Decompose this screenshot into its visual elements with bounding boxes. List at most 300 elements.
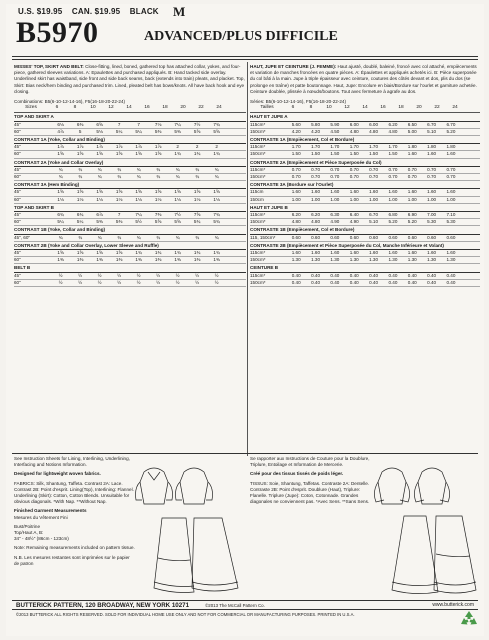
color-label: BLACK bbox=[129, 7, 159, 16]
yardage-value: ¾ bbox=[51, 166, 71, 173]
fabric-width: 115cm* bbox=[250, 272, 287, 279]
yardage-value: 1.30 bbox=[383, 257, 402, 264]
yardage-value: 1⅝ bbox=[90, 250, 110, 257]
yardage-value bbox=[461, 272, 480, 279]
section-label: CONTRASTE 3A (Bordure sur l'Ourlet) bbox=[250, 181, 480, 189]
difficulty-title: ADVANCED/PLUS DIFFICILE bbox=[144, 29, 338, 44]
yardage-value: 1⅜ bbox=[70, 257, 90, 264]
yardage-value: 1¾ bbox=[168, 151, 188, 158]
yardage-value: 1.60 bbox=[345, 189, 364, 196]
yardage-value: ¾ bbox=[90, 234, 110, 241]
finished-measurements-fr: Mesures du Vêtement Fini bbox=[14, 514, 68, 520]
yardage-value bbox=[226, 196, 246, 203]
yardage-value: 0.40 bbox=[383, 272, 402, 279]
fabric-width: 45" bbox=[14, 212, 51, 219]
fabric-width: 115, 150cm* bbox=[250, 234, 287, 241]
yardage-value: ¾ bbox=[109, 166, 129, 173]
yardage-value: 1.60 bbox=[403, 189, 422, 196]
fabric-width: 45" bbox=[14, 272, 51, 279]
yardage-section-header bbox=[14, 136, 246, 144]
yardage-row bbox=[250, 151, 480, 158]
instructions-note-fr: Se rapporter aux Instructions de Couture pour la Doublure, Triplure, Entoilage et Information de Mercerie. bbox=[250, 456, 370, 468]
yardage-value bbox=[461, 128, 480, 135]
yardage-value: 1⅛ bbox=[51, 196, 71, 203]
yardage-row bbox=[250, 257, 480, 264]
fabric-width: 60" bbox=[14, 279, 51, 286]
yardage-value: ¾ bbox=[51, 174, 71, 181]
yardage-value: 6.40 bbox=[345, 212, 364, 219]
size-header: 6 bbox=[291, 105, 295, 111]
fabric-width: 115cm bbox=[250, 189, 287, 196]
yardage-value: 0.70 bbox=[325, 174, 344, 181]
fabric-width: 150cm* bbox=[250, 174, 287, 181]
yardage-value: 0.70 bbox=[364, 174, 383, 181]
yardage-value: 1.50 bbox=[287, 151, 306, 158]
yardage-value: 5⅜ bbox=[90, 219, 110, 226]
yardage-value: 1.60 bbox=[403, 151, 422, 158]
yardage-value: ½ bbox=[70, 279, 90, 286]
yardage-value: 1.00 bbox=[441, 196, 460, 203]
yardage-value: 1¾ bbox=[187, 250, 207, 257]
yardage-value bbox=[226, 151, 246, 158]
yardage-value bbox=[226, 234, 246, 241]
yardage-value: 5.80 bbox=[306, 121, 325, 128]
yardage-value: 1.30 bbox=[441, 257, 460, 264]
size-header: 18 bbox=[162, 105, 168, 111]
yardage-section-header bbox=[14, 181, 246, 189]
yardage-value: 1.30 bbox=[422, 257, 441, 264]
section-label: TOP AND SKIRT A bbox=[14, 113, 246, 121]
yardage-row bbox=[14, 250, 246, 257]
yardage-value bbox=[226, 166, 246, 173]
yardage-section-header bbox=[250, 158, 480, 166]
yardage-value: 5.20 bbox=[403, 219, 422, 226]
yardage-value: 6⅜ bbox=[70, 121, 90, 128]
yardage-row bbox=[14, 234, 246, 241]
yardage-value: 1.70 bbox=[364, 144, 383, 151]
yardage-row bbox=[250, 234, 480, 241]
size-header: 6 bbox=[55, 105, 59, 111]
yardage-value: 6⅝ bbox=[90, 121, 110, 128]
description-title-fr: HAUT, JUPE ET CEINTURE (J. FEMME): bbox=[250, 64, 337, 69]
yardage-value: 6⅞ bbox=[90, 212, 110, 219]
yardage-value: 1⅜ bbox=[148, 257, 168, 264]
yardage-row bbox=[14, 144, 246, 151]
company-address: BUTTERICK PATTERN, 120 BROADWAY, NEW YORK 10271 bbox=[16, 601, 190, 609]
yardage-value bbox=[226, 272, 246, 279]
yardage-value: 1.80 bbox=[422, 144, 441, 151]
size-header: 24 bbox=[452, 105, 458, 111]
combinations-en: Combinations: B5(6-10-12-14-16), F5(16-18-20-22-24) bbox=[14, 99, 126, 105]
yardage-value: ½ bbox=[109, 272, 129, 279]
yardage-value: 1.60 bbox=[441, 189, 460, 196]
yardage-value: 1.60 bbox=[325, 189, 344, 196]
yardage-value: 5.10 bbox=[364, 219, 383, 226]
yardage-section-header bbox=[250, 264, 480, 272]
yardage-value: 0.40 bbox=[306, 279, 325, 286]
price-line bbox=[18, 7, 166, 16]
yardage-value: 1⅝ bbox=[90, 151, 110, 158]
yardage-row bbox=[250, 174, 480, 181]
yardage-section-header bbox=[14, 226, 246, 234]
yardage-value bbox=[226, 279, 246, 286]
yardage-value: 1.30 bbox=[287, 257, 306, 264]
yardage-value bbox=[461, 279, 480, 286]
yardage-value: 1⅜ bbox=[207, 257, 227, 264]
yardage-value: 7 bbox=[129, 121, 149, 128]
yardage-value: ¾ bbox=[129, 234, 149, 241]
fabric-width: 45" bbox=[14, 121, 51, 128]
description-body-en: Close-fitting, lined, boned, gathered top has attached collar, yokes, and four-piece, gathered sleeves variations. A: Epaulettes and purchased appliqués. B: Hand tacked side overlay. Underlined skirt has waistband, side front and side back seams, back (extends into train) pleats, and placket. Top, Skirt: Bias neck/hem binding and purchased trim. Lined, pleated belt has bows/knots. All have back hook and eye closing. bbox=[14, 64, 245, 94]
fabrics-en: FABRICS: Silk, Shantung, Taffeta. Contrast 2A: Lace. Contrast 2B: Point d'esprit. Lining(Top), Interlining: Flannel. Underlining (Skirt): Cotton, Cotton Blends. Unsuitable for obvious diagonals. *With Nap. **Without Nap. bbox=[14, 480, 134, 505]
yardage-value: 0.40 bbox=[287, 272, 306, 279]
yardage-value: ¾ bbox=[168, 174, 188, 181]
yardage-value bbox=[461, 219, 480, 226]
yardage-value: 1.50 bbox=[383, 151, 402, 158]
size-header: 16 bbox=[380, 105, 386, 111]
yardage-value: 1.60 bbox=[306, 189, 325, 196]
yardage-value: 6.30 bbox=[325, 212, 344, 219]
yardage-value: 1¾ bbox=[129, 250, 149, 257]
yardage-value bbox=[461, 174, 480, 181]
yardage-value: ¾ bbox=[168, 166, 188, 173]
top-label: Top/Haut A, B: bbox=[14, 530, 44, 536]
yardage-value: 5¼ bbox=[70, 219, 90, 226]
yardage-value: ½ bbox=[129, 272, 149, 279]
yardage-value bbox=[461, 234, 480, 241]
copyright: ©2013 The McCall Pattern Co. bbox=[205, 602, 265, 608]
yardage-row bbox=[250, 212, 480, 219]
yardage-value: 1⅝ bbox=[207, 189, 227, 196]
yardage-value: 7¾ bbox=[207, 212, 227, 219]
yardage-value: 1.60 bbox=[383, 250, 402, 257]
size-header: 22 bbox=[434, 105, 440, 111]
size-header: 16 bbox=[144, 105, 150, 111]
yardage-value: ½ bbox=[148, 279, 168, 286]
yardage-value: 0.60 bbox=[306, 234, 325, 241]
yardage-value: 1⅜ bbox=[129, 257, 149, 264]
yardage-row bbox=[250, 250, 480, 257]
yardage-value: 6.80 bbox=[383, 212, 402, 219]
yardage-value: 1.70 bbox=[325, 144, 344, 151]
yardage-value: 4.20 bbox=[306, 128, 325, 135]
yardage-value: 0.70 bbox=[383, 174, 402, 181]
section-label: CONTRAST 2B (Yoke and Collar Overlay, Lower Sleeve and Ruffle) bbox=[14, 241, 246, 249]
yardage-value: 5⅜ bbox=[168, 128, 188, 135]
yardage-value: 1.60 bbox=[441, 151, 460, 158]
fabric-width: 45" bbox=[14, 144, 51, 151]
remaining-note: Note: Remaining measurements included on pattern tissue. bbox=[14, 545, 135, 551]
yardage-value: 1.60 bbox=[287, 250, 306, 257]
yardage-value: 1.70 bbox=[306, 144, 325, 151]
yardage-value: 7⅜ bbox=[148, 212, 168, 219]
description-fr bbox=[250, 64, 480, 95]
size-header: 10 bbox=[326, 105, 332, 111]
yardage-value: 1⅝ bbox=[70, 189, 90, 196]
yardage-value: ½ bbox=[168, 272, 188, 279]
yardage-value: 0.40 bbox=[422, 279, 441, 286]
yardage-value: 0.70 bbox=[306, 166, 325, 173]
yardage-value: 6.70 bbox=[422, 121, 441, 128]
yardage-section-header bbox=[250, 226, 480, 234]
yardage-value: 0.60 bbox=[403, 234, 422, 241]
yardage-value: 0.40 bbox=[287, 279, 306, 286]
yardage-value: 1⅛ bbox=[129, 196, 149, 203]
yardage-value: 1¾ bbox=[207, 151, 227, 158]
section-label: CONTRASTE 2B (Empiècement et Pièce Superposée du Col, Manche Inférieure et Volant) bbox=[250, 241, 480, 249]
yardage-value: 5 bbox=[70, 128, 90, 135]
size-header: 18 bbox=[398, 105, 404, 111]
sizes-label-fr: Tailles bbox=[260, 105, 274, 111]
yardage-value: 1.60 bbox=[422, 250, 441, 257]
fabric-width: 150cm* bbox=[250, 151, 287, 158]
yardage-value: 1¾ bbox=[187, 151, 207, 158]
yardage-value: 0.70 bbox=[422, 174, 441, 181]
yardage-value: ¾ bbox=[148, 174, 168, 181]
yardage-value: 1.60 bbox=[383, 189, 402, 196]
yardage-value: ½ bbox=[129, 279, 149, 286]
yardage-value: 1⅝ bbox=[51, 250, 71, 257]
yardage-value: ½ bbox=[187, 272, 207, 279]
section-label: CONTRAST 2A (Yoke and Collar Overlay) bbox=[14, 158, 246, 166]
yardage-value: 6.50 bbox=[403, 121, 422, 128]
fabric-width: 45" bbox=[14, 189, 51, 196]
yardage-value: 5⅜ bbox=[148, 128, 168, 135]
yardage-value: 1.30 bbox=[403, 257, 422, 264]
yardage-value: 1⅛ bbox=[187, 196, 207, 203]
size-header: 20 bbox=[416, 105, 422, 111]
bust-label: Bust/Poitrine bbox=[14, 523, 41, 529]
yardage-section-header bbox=[14, 264, 246, 272]
yardage-value: 2 bbox=[187, 144, 207, 151]
yardage-row bbox=[250, 279, 480, 286]
pattern-envelope-back bbox=[6, 4, 484, 636]
yardage-row bbox=[14, 121, 246, 128]
fabric-width: 45" bbox=[14, 166, 51, 173]
fabric-width: 115cm* bbox=[250, 166, 287, 173]
yardage-section-header bbox=[14, 113, 246, 121]
header-divider bbox=[12, 56, 478, 57]
yardage-value: 0.70 bbox=[403, 166, 422, 173]
yardage-value: 0.70 bbox=[306, 174, 325, 181]
yardage-value: 0.70 bbox=[422, 166, 441, 173]
yardage-value: ¾ bbox=[70, 174, 90, 181]
yardage-value: 4.90 bbox=[325, 219, 344, 226]
yardage-value: 1.60 bbox=[364, 189, 383, 196]
size-header: 14 bbox=[362, 105, 368, 111]
yardage-value: ½ bbox=[168, 279, 188, 286]
yardage-value bbox=[226, 121, 246, 128]
notes-divider bbox=[12, 453, 478, 454]
english-column bbox=[14, 64, 246, 287]
yardage-value: 5¼ bbox=[51, 219, 71, 226]
yardage-value: 5¼ bbox=[109, 128, 129, 135]
price-can: CAN. $19.95 bbox=[71, 7, 121, 16]
yardage-section-header bbox=[14, 241, 246, 249]
section-label: CONTRAST 1B (Yoke, Collar and Binding) bbox=[14, 226, 246, 234]
yardage-section-header bbox=[250, 203, 480, 211]
yardage-value: 1.00 bbox=[364, 196, 383, 203]
yardage-value: ¾ bbox=[70, 234, 90, 241]
yardage-value bbox=[461, 151, 480, 158]
fabric-width: 150cm* bbox=[250, 279, 287, 286]
yardage-value: 5⅝ bbox=[148, 219, 168, 226]
yardage-value: 6.90 bbox=[403, 212, 422, 219]
yardage-value: 1.60 bbox=[364, 250, 383, 257]
yardage-value: 1.00 bbox=[383, 196, 402, 203]
yardage-value: 4.80 bbox=[364, 128, 383, 135]
yardage-value bbox=[461, 250, 480, 257]
yardage-row bbox=[250, 272, 480, 279]
yardage-value: ½ bbox=[51, 279, 71, 286]
size-header: 24 bbox=[216, 105, 222, 111]
yardage-value: 1.60 bbox=[325, 250, 344, 257]
yardage-value: 5.90 bbox=[325, 121, 344, 128]
yardage-value bbox=[226, 257, 246, 264]
yardage-value: 1⅝ bbox=[109, 189, 129, 196]
fabrics-fr: TISSUS: Soie, Shantung, Taffetas. Contraste 2A: Dentelle. Contraste 2B: Point d'esprit. Doublure (Haut), Triplure: Flanelle. Triplure (Jupe): Coton, Cotonnade. Grandes diagonales ne conviennent pas. *Avec Sens. **Sans Sens. bbox=[250, 480, 370, 505]
yardage-value: ¾ bbox=[207, 174, 227, 181]
yardage-value: 0.40 bbox=[441, 272, 460, 279]
section-label: TOP AND SKIRT B bbox=[14, 203, 246, 211]
yardage-value: 1.00 bbox=[325, 196, 344, 203]
yardage-value: 5.30 bbox=[422, 219, 441, 226]
yardage-value: 6¾ bbox=[70, 212, 90, 219]
yardage-section-header bbox=[14, 158, 246, 166]
yardage-value: 4.80 bbox=[287, 219, 306, 226]
yardage-value: 4.50 bbox=[325, 128, 344, 135]
yardage-value: 0.70 bbox=[345, 166, 364, 173]
yardage-value: 7.10 bbox=[441, 212, 460, 219]
yardage-value: 1⅜ bbox=[109, 257, 129, 264]
yardage-value: 1⅛ bbox=[148, 196, 168, 203]
fabric-width: 60" bbox=[14, 128, 51, 135]
header-divider-2 bbox=[12, 59, 478, 60]
remaining-note-fr: N.B. Les mesures restantes sont imprimées sur le papier de patron bbox=[14, 554, 130, 566]
yardage-value: 0.70 bbox=[287, 174, 306, 181]
yardage-value: 1¾ bbox=[148, 250, 168, 257]
fabric-width: 60" bbox=[14, 219, 51, 226]
yardage-value: 1.00 bbox=[306, 196, 325, 203]
yardage-value: 0.40 bbox=[441, 279, 460, 286]
yardage-value: 5.10 bbox=[422, 128, 441, 135]
yardage-value: ¾ bbox=[90, 166, 110, 173]
yardage-value: 7¼ bbox=[168, 121, 188, 128]
garment-illustration-b bbox=[374, 458, 480, 596]
yardage-value: 1.60 bbox=[403, 250, 422, 257]
yardage-value: 0.60 bbox=[422, 234, 441, 241]
yardage-value: 7¾ bbox=[207, 121, 227, 128]
yardage-section-header bbox=[250, 181, 480, 189]
size-code: M bbox=[173, 4, 186, 19]
size-header: 8 bbox=[309, 105, 313, 111]
yardage-value: 1⅝ bbox=[51, 189, 71, 196]
yardage-value: ½ bbox=[148, 272, 168, 279]
yardage-row bbox=[14, 166, 246, 173]
fabric-width: 45", 60" bbox=[14, 234, 51, 241]
yardage-value: 1⅜ bbox=[51, 257, 71, 264]
yardage-value: 4.80 bbox=[345, 128, 364, 135]
section-label: HAUT ET JUPE B bbox=[250, 203, 480, 211]
yardage-value: 6.20 bbox=[383, 121, 402, 128]
yardage-value: 1.00 bbox=[345, 196, 364, 203]
yardage-value: 0.40 bbox=[364, 279, 383, 286]
french-column bbox=[250, 64, 480, 287]
yardage-value: 4.80 bbox=[383, 128, 402, 135]
fabric-width: 150cm* bbox=[250, 219, 287, 226]
yardage-row bbox=[250, 166, 480, 173]
yardage-value: 0.70 bbox=[345, 174, 364, 181]
section-label: CONTRAST 1A (Yoke, Collar and Binding) bbox=[14, 136, 246, 144]
yardage-value: 1.30 bbox=[306, 257, 325, 264]
yardage-value: ¾ bbox=[90, 174, 110, 181]
yardage-value bbox=[226, 212, 246, 219]
yardage-value: 5¾ bbox=[187, 219, 207, 226]
yardage-value: 5¼ bbox=[129, 128, 149, 135]
yardage-value: 1⅞ bbox=[148, 144, 168, 151]
yardage-value: ¾ bbox=[187, 166, 207, 173]
yardage-row bbox=[14, 219, 246, 226]
yardage-value: 4.20 bbox=[287, 128, 306, 135]
size-header: 20 bbox=[180, 105, 186, 111]
size-header: 22 bbox=[198, 105, 204, 111]
yardage-value: 0.60 bbox=[441, 234, 460, 241]
yardage-value: ½ bbox=[109, 279, 129, 286]
size-header: 14 bbox=[126, 105, 132, 111]
sizes-label-en: Sizes bbox=[25, 105, 37, 111]
yardage-value bbox=[461, 189, 480, 196]
yardage-value: ¾ bbox=[148, 234, 168, 241]
yardage-row bbox=[14, 189, 246, 196]
yardage-value bbox=[461, 212, 480, 219]
yardage-value bbox=[226, 250, 246, 257]
description-en bbox=[14, 64, 246, 95]
fabric-width: 115cm* bbox=[250, 250, 287, 257]
yardage-value: ½ bbox=[207, 279, 227, 286]
yardage-value: 2 bbox=[207, 144, 227, 151]
yardage-value: 6⅛ bbox=[51, 121, 71, 128]
yardage-value: ½ bbox=[51, 272, 71, 279]
section-label: CONTRAST 3A (Hem Binding) bbox=[14, 181, 246, 189]
yardage-value: 1.00 bbox=[287, 196, 306, 203]
section-label: CONTRASTE 1B (Empiècement, Col et Bordure) bbox=[250, 226, 480, 234]
yardage-value: 7 bbox=[109, 212, 129, 219]
footer-bar bbox=[12, 600, 478, 610]
yardage-value: 5.60 bbox=[287, 121, 306, 128]
sizes-row-en bbox=[14, 105, 246, 113]
fabric-width: 115cm* bbox=[250, 121, 287, 128]
yardage-table-en bbox=[14, 113, 246, 287]
section-label: CONTRASTE 1A (Empiècement, Col et Bordure) bbox=[250, 136, 480, 144]
yardage-section-header bbox=[14, 203, 246, 211]
yardage-value: 5⅝ bbox=[207, 128, 227, 135]
yardage-value: 1⅛ bbox=[168, 196, 188, 203]
yardage-value: 1⅝ bbox=[70, 250, 90, 257]
yardage-row bbox=[14, 128, 246, 135]
yardage-value: 1⅛ bbox=[70, 196, 90, 203]
combinations-fr: Séries: B5(6-10-12-14-16), F5(16-18-20-22-24) bbox=[250, 99, 347, 105]
yardage-value: 1⅝ bbox=[109, 250, 129, 257]
yardage-row bbox=[14, 279, 246, 286]
pattern-number: B5970 bbox=[16, 16, 99, 49]
yardage-row bbox=[250, 196, 480, 203]
fabric-width: 60" bbox=[14, 257, 51, 264]
yardage-section-header bbox=[250, 241, 480, 249]
yardage-value: 1.60 bbox=[306, 250, 325, 257]
yardage-value: ¾ bbox=[168, 234, 188, 241]
website-link[interactable]: www.butterick.com bbox=[432, 602, 474, 608]
yardage-section-header bbox=[250, 113, 480, 121]
